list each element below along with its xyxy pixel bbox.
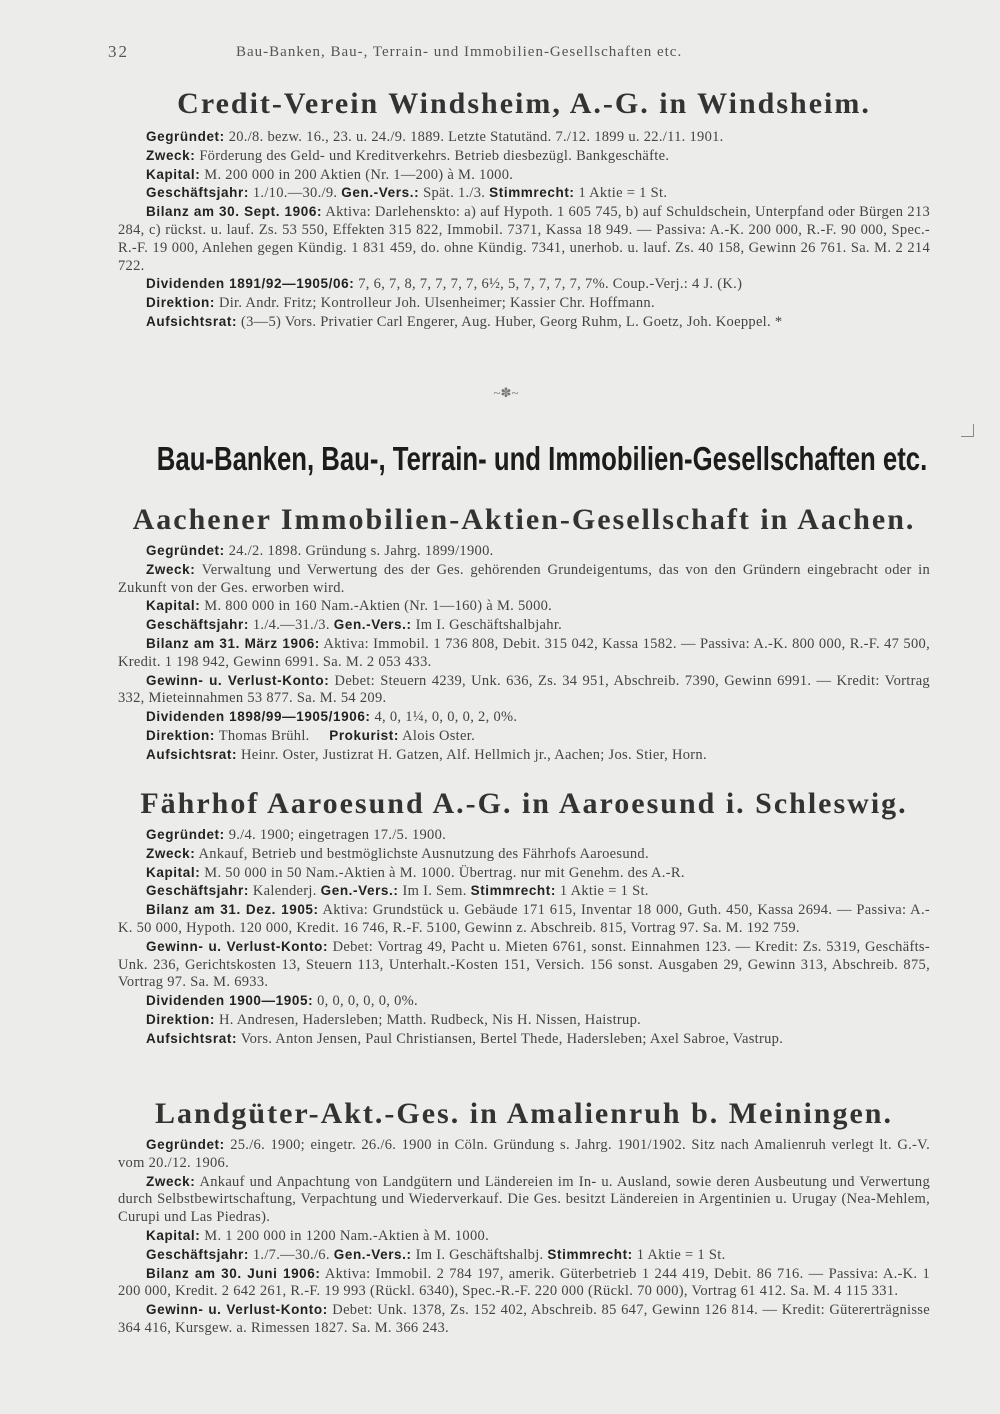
- field-key: Bilanz am 30. Juni 1906:: [146, 1265, 321, 1281]
- entry-faehrhof: [118, 786, 930, 1049]
- field-key: Gegründet:: [146, 1137, 225, 1152]
- field-key: Zweck:: [146, 1173, 196, 1189]
- field-key: Gewinn- u. Verlust-Konto:: [146, 1302, 328, 1318]
- field-key: Gen.-Vers.:: [320, 883, 399, 899]
- field-dividenden: [118, 992, 930, 1011]
- field-kapital: [118, 597, 930, 616]
- field-value: Ankauf und Anpachtung von Landgütern und Ländereien im In- u. Ausland, sowie deren Ausbeutung und Verwertung durch Selbstbewirtschaftung, Verpachtung und Wiederverkauf. Die Ges. besitzt Ländereien in Argentinien u. Urugay (Nea-Mehlem, Curupi und Las Piedras).: [118, 1173, 930, 1226]
- field-key: Kapital:: [146, 166, 201, 182]
- field-value: 0, 0, 0, 0, 0, 0%.: [317, 993, 418, 1010]
- field-key: Bilanz am 31. März 1906:: [146, 635, 320, 651]
- field-value: Förderung des Geld- und Kreditverkehrs. Betrieb diesbezügl. Bankgeschäfte.: [199, 147, 670, 164]
- field-guv: [118, 1301, 930, 1338]
- entry-title: Aachener Immobilien-Aktien-Gesellschaft in Aachen.: [132, 503, 916, 536]
- ornament-divider: ~✽~: [493, 385, 519, 400]
- field-value: Debet: Unk. 1378, Zs. 152 402, Abschreib. 85 647, Gewinn 126 814. — Kredit: Gütererträgnisse 364 416, Kursgew. a. Rimessen 1827. Sa. M. 366 243.: [118, 1302, 930, 1336]
- entry-landgueter: [118, 1096, 930, 1338]
- running-head: [108, 38, 968, 68]
- field-key: Aufsichtsrat:: [146, 313, 238, 329]
- field-geschaeftsjahr: [118, 616, 930, 635]
- field-aufsichtsrat: [118, 313, 930, 332]
- page-number: 32: [108, 42, 129, 61]
- field-kapital: [118, 1227, 930, 1246]
- field-value: Verwaltung und Verwertung des der Ges. gehörenden Grundeigentums, das von den Gründern eingebracht oder in Zukunft von der Ges. erworben wird.: [118, 561, 930, 596]
- field-key: Gegründet:: [146, 543, 225, 558]
- field-key: Aufsichtsrat:: [146, 746, 238, 762]
- field-value: Debet: Steuern 4239, Unk. 636, Zs. 34 951, Abschreib. 7390, Gewinn 6991. — Kredit: Vortrag 332, Mieteinnahmen 53 877. Sa. M. 54 209.: [118, 672, 930, 707]
- field-key: Stimmrecht:: [489, 185, 575, 201]
- entry-credit-verein: [118, 86, 930, 332]
- field-key: Bilanz am 31. Dez. 1905:: [146, 902, 319, 918]
- field-key: Kapital:: [146, 1227, 201, 1243]
- field-value: Aktiva: Darlehenskto: a) auf Hypoth. 1 605 745, b) auf Schuldschein, Unterpfand oder Bürgen 213 284, c) rückst. u. lauf. Zs. 53 550, Effekten 315 822, Immobil. 7371, Kassa 18 949. — Passiva: A.-K. 200 000, R.-F. 90 000, Spec.-R.-F. 19 000, Anlehen gegen Kündig. 1 831 459, do. ohne Kündig. 7341, unerhob. u. lauf. Zs. 40 158, Gewinn 26 761. Sa. M. 2 214 722.: [118, 204, 931, 274]
- field-value: (3—5) Vors. Privatier Carl Engerer, Aug. Huber, Georg Ruhm, L. Goetz, Joh. Koeppel. *: [241, 313, 783, 330]
- field-gegruendet: [118, 826, 930, 845]
- field-direktion: [118, 294, 930, 313]
- field-key: Dividenden 1898/99—1905/1906:: [146, 709, 371, 725]
- field-value: 1./10.—30./9.: [252, 185, 338, 202]
- field-key: Gewinn- u. Verlust-Konto:: [146, 938, 329, 954]
- field-key: Geschäftsjahr:: [146, 617, 249, 633]
- field-key: Gewinn- u. Verlust-Konto:: [146, 672, 330, 688]
- field-value: 1 Aktie = 1 St.: [559, 883, 649, 900]
- field-value: Aktiva: Immobil. 2 784 197, amerik. Güterbetrieb 1 244 419, Debit. 86 716. — Passiva: A.-K. 1 200 000, Kredit. 2 642 261, R.-F. 19 993 (Rückl. 6340), Spec.-R.-F. 220 000 (Rückl. 70 000), Vortrag 61 412. Sa. M. 4 115 331.: [118, 1265, 931, 1300]
- field-value: Im I. Geschäftshalbjahr.: [415, 617, 563, 634]
- field-key: Zweck:: [146, 845, 196, 861]
- field-key: Gen.-Vers.:: [333, 1246, 412, 1262]
- field-key: Kapital:: [146, 864, 201, 880]
- field-value: M. 800 000 in 160 Nam.-Aktien (Nr. 1—160) à M. 5000.: [204, 598, 553, 615]
- field-key: Zweck:: [146, 561, 196, 577]
- field-value: 25./6. 1900; eingetr. 26./6. 1900 in Cöln. Gründung s. Jahrg. 1901/1902. Sitz nach Amalienruh verlegt lt. G.-V. vom 20./12. 1906.: [118, 1137, 930, 1171]
- entry-title: Credit-Verein Windsheim, A.-G. in Windsheim.: [177, 87, 871, 120]
- field-value: Alois Oster.: [402, 727, 475, 744]
- entry-title: Fährhof Aaroesund A.-G. in Aaroesund i. Schleswig.: [140, 787, 908, 820]
- field-value: Ankauf, Betrieb und bestmöglichste Ausnutzung des Fährhofs Aaroesund.: [198, 845, 649, 862]
- field-value: Im I. Geschäftshalbj.: [415, 1246, 544, 1263]
- field-value: Aktiva: Immobil. 1 736 808, Debit. 315 042, Kassa 1582. — Passiva: A.-K. 800 000, R.-F. 47 500, Kredit. 1 198 942, Gewinn 6991. Sa. M. 2 053 433.: [118, 635, 930, 670]
- field-key: Zweck:: [146, 147, 196, 163]
- field-key: Gegründet:: [146, 129, 225, 144]
- field-guv: [118, 672, 930, 709]
- field-key: Stimmrecht:: [470, 883, 556, 899]
- field-gegruendet: [118, 1136, 930, 1173]
- field-geschaeftsjahr: [118, 184, 930, 203]
- field-geschaeftsjahr: [118, 882, 930, 901]
- section-heading-wrap: [60, 440, 940, 478]
- field-key: Dividenden 1900—1905:: [146, 993, 314, 1009]
- field-value: 1 Aktie = 1 St.: [578, 185, 668, 202]
- entry-aachener: [118, 502, 930, 765]
- field-value: Thomas Brühl.: [218, 727, 310, 744]
- field-key: Bilanz am 30. Sept. 1906:: [146, 204, 323, 220]
- field-key: Aufsichtsrat:: [146, 1030, 238, 1046]
- field-key: Direktion:: [146, 727, 216, 743]
- field-key: Direktion:: [146, 295, 216, 311]
- field-key: Geschäftsjahr:: [146, 185, 249, 201]
- field-bilanz: [118, 1265, 930, 1302]
- field-value: 1./7.—30./6.: [252, 1246, 330, 1263]
- field-direktion: [118, 1011, 930, 1030]
- field-key: Dividenden 1891/92—1905/06:: [146, 276, 355, 292]
- field-value: 4, 0, 1¼, 0, 0, 0, 2, 0%.: [374, 709, 518, 726]
- field-value: Heinr. Oster, Justizrat H. Gatzen, Alf. Hellmich jr., Aachen; Jos. Stier, Horn.: [241, 746, 707, 763]
- field-key: Geschäftsjahr:: [146, 1246, 249, 1262]
- field-value: Dir. Andr. Fritz; Kontrolleur Joh. Ulsenheimer; Kassier Chr. Hoffmann.: [218, 295, 655, 312]
- field-aufsichtsrat: [118, 1030, 930, 1049]
- field-bilanz: [118, 203, 930, 275]
- corner-mark-icon: [961, 424, 974, 437]
- section-heading: Bau-Banken, Bau-, Terrain- und Immobilien-Gesellschaften etc.: [156, 440, 928, 477]
- field-value: 9./4. 1900; eingetragen 17./5. 1900.: [228, 827, 447, 843]
- field-geschaeftsjahr: [118, 1246, 930, 1265]
- field-value: 7, 6, 7, 8, 7, 7, 7, 7, 6½, 5, 7, 7, 7, 7, 7%. Coup.-Verj.: 4 J. (K.): [358, 276, 743, 293]
- field-dividenden: [118, 708, 930, 727]
- field-key: Stimmrecht:: [547, 1246, 633, 1262]
- field-bilanz: [118, 901, 930, 938]
- field-key: Geschäftsjahr:: [146, 883, 249, 899]
- field-key: Direktion:: [146, 1011, 216, 1027]
- field-key: Prokurist:: [329, 727, 399, 743]
- field-value: Im I. Sem.: [402, 883, 467, 900]
- field-zweck: [118, 845, 930, 864]
- field-aufsichtsrat: [118, 746, 930, 765]
- field-value: Kalenderj.: [252, 883, 317, 900]
- field-direktion: [118, 727, 930, 746]
- field-key: Gen.-Vers.:: [341, 185, 420, 201]
- field-value: Vors. Anton Jensen, Paul Christiansen, Bertel Thede, Hadersleben; Axel Sabroe, Vastrup.: [240, 1030, 784, 1047]
- field-value: M. 200 000 in 200 Aktien (Nr. 1—200) à M. 1000.: [204, 166, 514, 183]
- field-bilanz: [118, 635, 930, 672]
- field-key: Gegründet:: [146, 827, 225, 842]
- field-kapital: [118, 166, 930, 185]
- field-value: M. 1 200 000 in 1200 Nam.-Aktien à M. 1000.: [204, 1227, 490, 1244]
- field-key: Gen.-Vers.:: [333, 617, 412, 633]
- field-value: 24./2. 1898. Gründung s. Jahrg. 1899/1900.: [228, 543, 494, 559]
- field-key: Kapital:: [146, 598, 201, 614]
- field-dividenden: [118, 275, 930, 294]
- field-value: Debet: Vortrag 49, Pacht u. Mieten 6761, sonst. Einnahmen 123. — Kredit: Zs. 5319, Geschäfts-Unk. 236, Gerichtskosten 13, Steuern 113, Unterhalt.-Kosten 151, Versich. 156 sonst. Ausgaben 29, Gewinn 313, Abschreib. 875, Vortrag 97. Sa. M. 6933.: [118, 938, 931, 991]
- field-value: Aktiva: Grundstück u. Gebäude 171 615, Inventar 18 000, Guth. 450, Kassa 2694. — Passiva: A.-K. 50 000, Hypoth. 120 000, Kredit. 16 746, R.-F. 5100, Gewinn z. Abschreib. 815, Vortrag 97. Sa. M. 192 759.: [118, 902, 931, 936]
- field-kapital: [118, 864, 930, 883]
- field-value: 1 Aktie = 1 St.: [636, 1246, 726, 1263]
- field-zweck: [118, 1173, 930, 1227]
- entry-title: Landgüter-Akt.-Ges. in Amalienruh b. Meiningen.: [155, 1097, 893, 1130]
- field-value: 1./4.—31./3.: [252, 617, 330, 634]
- field-value: 20./8. bezw. 16., 23. u. 24./9. 1889. Letzte Statutänd. 7./12. 1899 u. 22./11. 1901.: [228, 129, 724, 145]
- field-value: H. Andresen, Hadersleben; Matth. Rudbeck, Nis H. Nissen, Haistrup.: [218, 1011, 642, 1028]
- field-zweck: [118, 147, 930, 166]
- field-gegruendet: [118, 542, 930, 561]
- field-zweck: [118, 561, 930, 598]
- running-title: Bau-Banken, Bau-, Terrain- und Immobilien-Gesellschaften etc.: [236, 44, 683, 60]
- field-value: Spät. 1./3.: [423, 185, 486, 202]
- field-guv: [118, 938, 930, 992]
- field-gegruendet: [118, 128, 930, 147]
- field-value: M. 50 000 in 50 Nam.-Aktien à M. 1000. Übertrag. nur mit Genehm. des A.-R.: [204, 864, 685, 881]
